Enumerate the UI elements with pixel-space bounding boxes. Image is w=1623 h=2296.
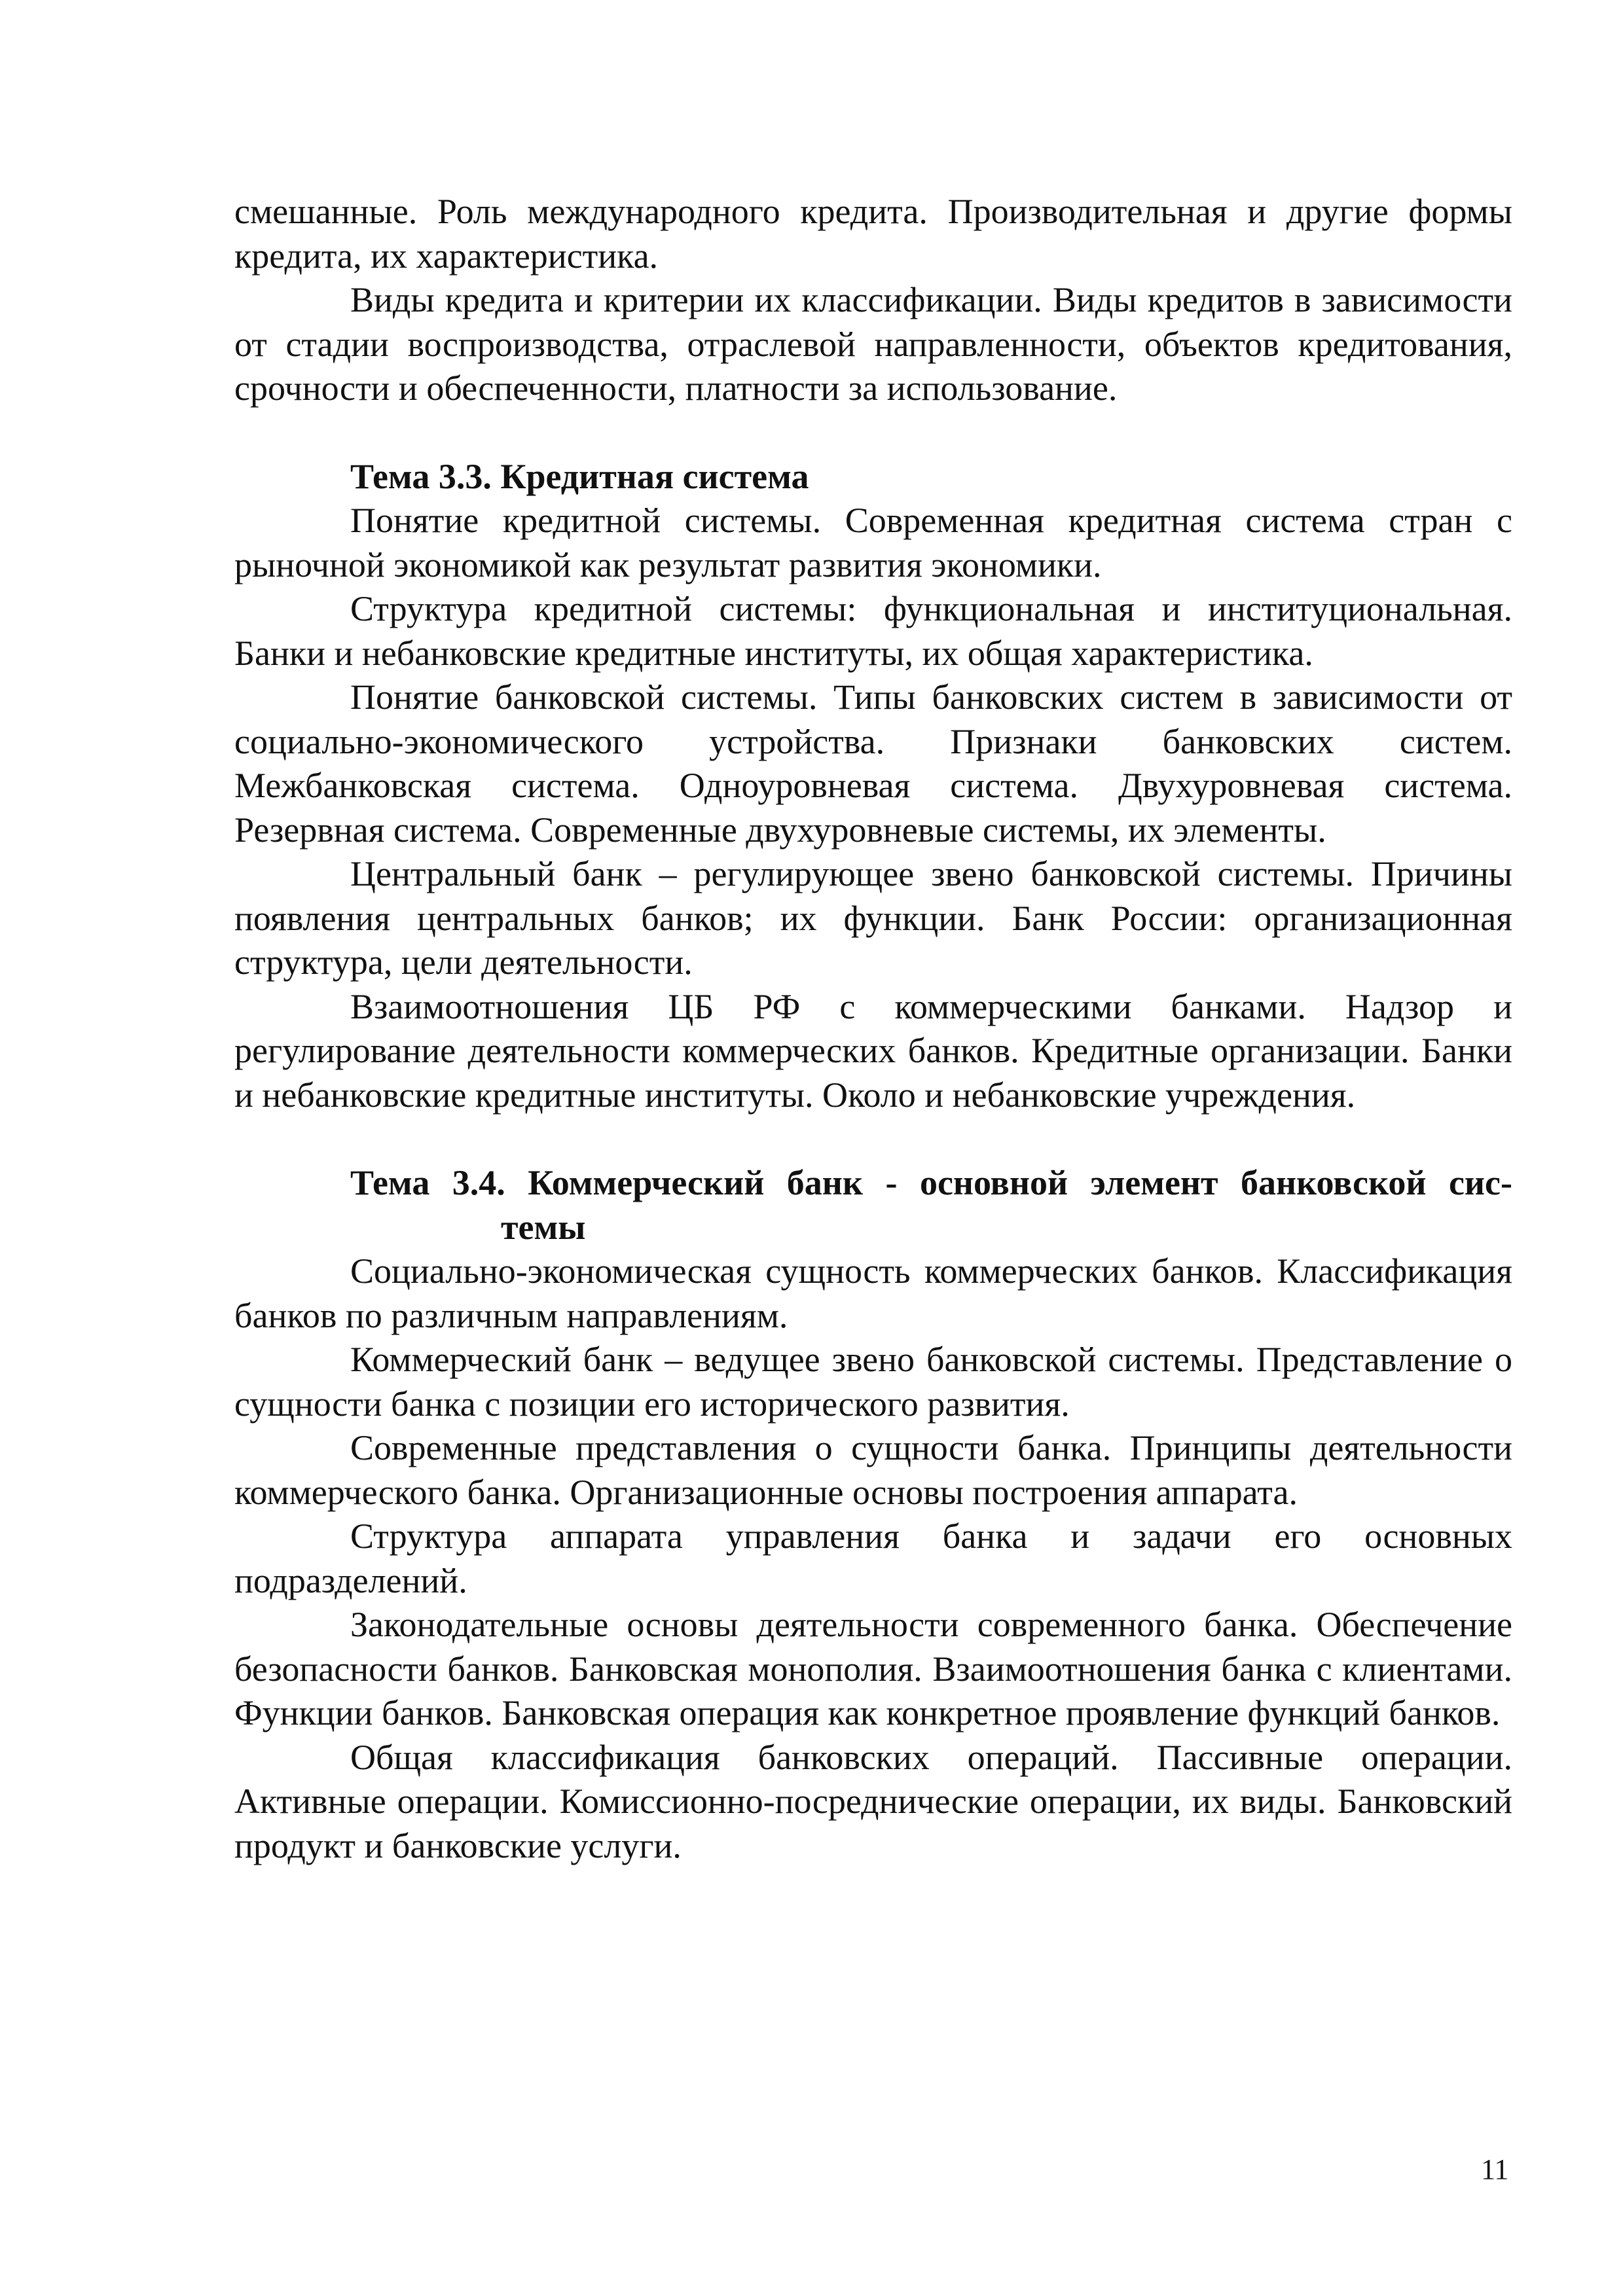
paragraph-3-4-2: Коммерческий банк – ведущее звено банковской системы. Представление о сущности банка с позиции его исторического развития. — [234, 1340, 1512, 1424]
paragraph-3-4-4: Структура аппарата управления банка и задачи его основных подразделений. — [234, 1516, 1512, 1600]
section-heading-3-3: Тема 3.3. Кредитная система — [350, 456, 809, 496]
section-gap — [234, 1117, 1512, 1161]
document-page — [234, 190, 1512, 1868]
paragraph-3-3-2: Структура кредитной системы: функциональная и институциональная. Банки и небанковские кредитные институты, их общая характеристика. — [234, 589, 1512, 673]
paragraph-continued: смешанные. Роль международного кредита. Производительная и другие формы кредита, их характеристика. — [234, 192, 1512, 276]
paragraph-3-4-6: Общая классификация банковских операций. Пассивные операции. Активные операции. Комиссионно-посреднические операции, их виды. Банковский продукт и банковские услуги. — [234, 1737, 1512, 1865]
paragraph-3-3-3: Понятие банковской системы. Типы банковских систем в зависимости от социально-экономического устройства. Признаки банковских систем. Межбанковская система. Одноуровневая система. Двухуровневая система. Резервная система. Современные двухуровневые системы, их элементы. — [234, 677, 1512, 850]
section-heading-3-4-line1: Тема 3.4. Коммерческий банк - основной элемент банковской сис- — [350, 1163, 1512, 1202]
section-heading-3-4 — [234, 1161, 1512, 1249]
paragraph-3-3-4: Центральный банк – регулирующее звено банковской системы. Причины появления центральных банков; их функции. Банк России: организационная структура, цели деятельности. — [234, 854, 1512, 982]
paragraph-3-4-3: Современные представления о сущности банка. Принципы деятельности коммерческого банка. Организационные основы построения аппарата. — [234, 1428, 1512, 1512]
paragraph-3-3-5: Взаимоотношения ЦБ РФ с коммерческими банками. Надзор и регулирование деятельности коммерческих банков. Кредитные организации. Банки и небанковские кредитные институты. Около и небанковские учреждения. — [234, 986, 1512, 1115]
section-heading-3-4-line2: темы — [501, 1207, 586, 1247]
section-gap — [234, 411, 1512, 455]
page-number: 11 — [1481, 2153, 1509, 2185]
paragraph-3-4-5: Законодательные основы деятельности современного банка. Обеспечение безопасности банков. Банковская монополия. Взаимоотношения банка с клиентами. Функции банков. Банковская операция как конкретное проявление функций банков. — [234, 1605, 1512, 1732]
paragraph-credit-types: Виды кредита и критерии их классификации. Виды кредитов в зависимости от стадии воспроизводства, отраслевой направленности, объектов кредитования, срочности и обеспеченности, платности за использование. — [234, 280, 1512, 408]
paragraph-3-4-1: Социально-экономическая сущность коммерческих банков. Классификация банков по различным направлениям. — [234, 1251, 1512, 1335]
paragraph-3-3-1: Понятие кредитной системы. Современная кредитная система стран с рыночной экономикой как результат развития экономики. — [234, 501, 1512, 584]
